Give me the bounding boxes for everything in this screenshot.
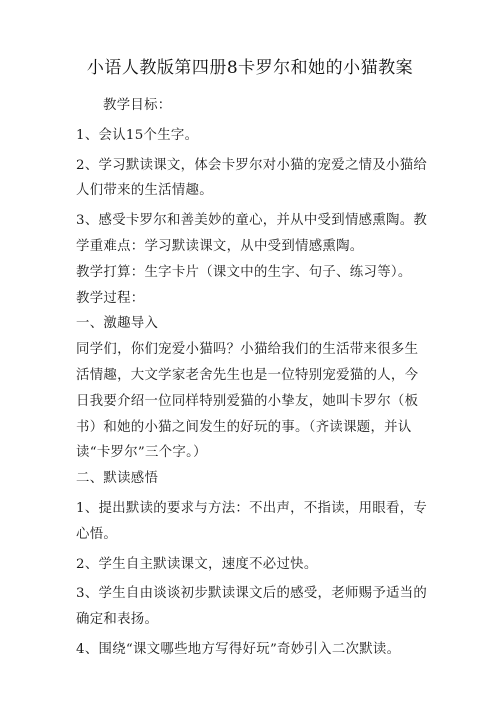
section-1-heading: 一、激趣导入 bbox=[76, 316, 159, 332]
section-2-heading: 二、默读感悟 bbox=[76, 471, 159, 487]
section-1-paragraph: 同学们，你们宠爱小猫吗？小猫给我们的生活带来很多生活情趣，大文学家老舍先生也是一位特别宠爱猫的人，今日我要介绍一位同样特别爱猫的小挚友，她叫卡罗尔（板书）和她的小猫之间发生的好玩的事。（齐读课题，并认读“卡罗尔”三个字。） bbox=[76, 342, 419, 461]
step-2: 2、学生自主默读课文，速度不必过快。 bbox=[76, 556, 318, 572]
step-3: 3、学生自由谈谈初步默读课文后的感受，老师赐予适当的确定和表扬。 bbox=[76, 586, 428, 628]
preparation-text: 教学打算：生字卡片（课文中的生字、句子、练习等）。 bbox=[76, 264, 412, 280]
objective-1: 1、会认15个生字。 bbox=[76, 127, 199, 143]
process-heading: 教学过程： bbox=[76, 290, 145, 306]
step-1: 1、提出默读的要求与方法：不出声，不指读，用眼看，专心悟。 bbox=[76, 500, 428, 542]
document-title: 小语人教版第四册8卡罗尔和她的小猫教案 bbox=[86, 58, 414, 78]
objective-2: 2、学习默读课文，体会卡罗尔对小猫的宠爱之情及小猫给人们带来的生活情趣。 bbox=[76, 157, 428, 199]
document-body bbox=[76, 93, 430, 663]
step-4: 4、围绕“课文哪些地方写得好玩”奇妙引入二次默读。 bbox=[76, 641, 401, 657]
objectives-heading: 教学目标： bbox=[103, 98, 172, 113]
objective-3: 3、感受卡罗尔和善美妙的童心，并从中受到情感熏陶。教学重难点：学习默读课文，从中受到情感熏陶。 bbox=[76, 213, 428, 254]
